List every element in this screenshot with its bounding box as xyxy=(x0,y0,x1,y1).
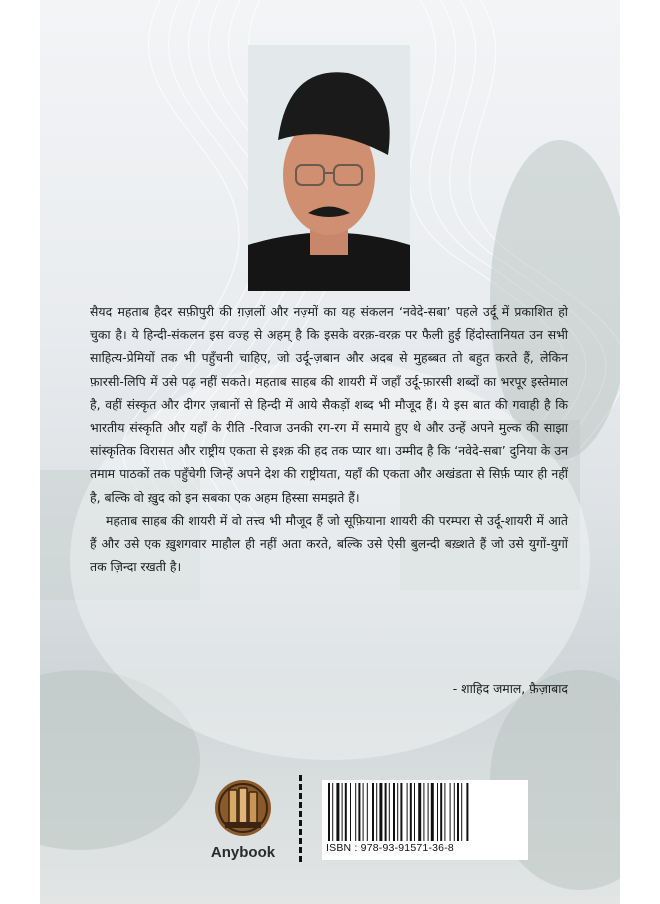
author-portrait xyxy=(248,45,410,291)
barcode-bars xyxy=(326,783,524,841)
right-margin xyxy=(620,0,660,904)
isbn-text: ISBN : 978-93-91571-36-8 xyxy=(326,842,454,854)
blurb-attribution: - शाहिद जमाल, फ़ैज़ाबाद xyxy=(452,681,568,696)
isbn-barcode xyxy=(322,780,528,860)
left-margin xyxy=(0,0,40,904)
author-photo-illustration xyxy=(248,45,410,291)
blurb-paragraph-1: सैयद महताब हैदर सफ़ीपुरी की ग़ज़लों और नज़्मों का यह संकलन ‘नवेदे-सबा’ पहले उर्दू में प्रकाशित हो चुका है। ये हिन्दी-संकलन इस वज्ह से अहम् है कि इसके वरक़-वरक़ पर फैली हुई हिंदोस्तानियत उन सभी साहित्य-प्रेमियों तक भी पहुँचनी चाहिए, जो उर्दू-ज़बान और अदब से मुहब्बत तो बहुत करते हैं, लेकिन फ़ारसी-लिपि में उसे पढ़ नहीं सकते। महताब साहब की शायरी में जहाँ उर्दू-फ़ारसी शब्दों का भरपूर इस्तेमाल है, वहीं संस्कृत और दीगर ज़बानों से हिन्दी में आये सैकड़ों शब्द भी मौजूद हैं। ये इस बात की गवाही है कि भारतीय संस्कृति और यहाँ के रीति -रिवाज उनकी रग-रग में समाये हुए थे और उन्हें अपने मुल्क की साझा सांस्कृतिक विरासत और राष्ट्रीय एकता से इश्क़ की हद तक प्यार था। उम्मीद है कि ‘नवेदे-सबा’ दुनिया के उन तमाम पाठकों तक पहुँचेगी जिन्हें अपने देश की राष्ट्रीयता, यहाँ की एकता और अखंडता से सिर्फ़ प्यार ही नहीं है, बल्कि वो ख़ुद को इन सबका एक अहम हिस्सा समझते हैं। xyxy=(90,304,568,505)
blurb-paragraph-2: महताब साहब की शायरी में वो तत्त्व भी मौजूद हैं जो सूफ़ियाना शायरी की परम्परा से उर्दू-शायरी में आते हैं और उसे एक ख़ुशगवार माहौल ही नहीं अता करते, बल्कि उसे ऐसी बुलन्दी बख़्शते हैं जो उसे युगों-युगों तक ज़िन्दा रखती है। xyxy=(90,512,568,575)
publisher-name: Anybook xyxy=(210,844,276,861)
book-logo-icon xyxy=(213,778,273,838)
blurb-text xyxy=(90,300,568,578)
publisher-logo xyxy=(205,778,281,868)
dashed-divider xyxy=(299,775,302,865)
